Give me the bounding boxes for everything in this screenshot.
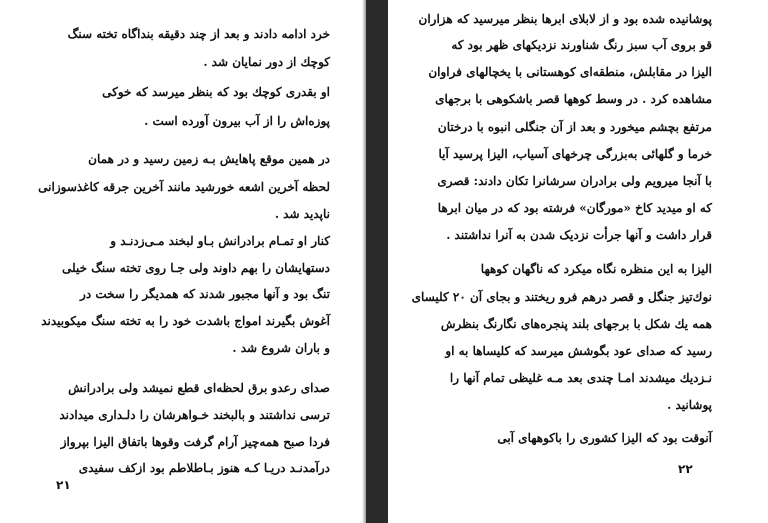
left-text-line: پوزه‌اش را از آب بیرون آورده است . bbox=[144, 114, 330, 128]
right-text-line: که او میدید کاخ «مورگان» فرشته بود که در میان ابرها bbox=[437, 201, 712, 215]
page-number: ۲۱ bbox=[56, 478, 71, 492]
left-text-line: تنگ بود و آنها مجبور شدند که همدیگر را سخت در bbox=[80, 287, 330, 301]
right-text-line: نوك‌تیز جنگل و قصر درهم فرو ریختند و بجای آن ۲۰ کلیسای bbox=[411, 290, 712, 304]
left-text-line: ترسی نداشتند و بالبخند خـواهرشان را دلـداری میدادند bbox=[59, 408, 330, 422]
left-text-line: فردا صبح همه‌چیز آرام گرفت وقوها باتفاق الیزا بپرواز bbox=[60, 435, 330, 449]
left-text-line: و باران شروع شد . bbox=[232, 341, 330, 355]
right-text-line: پوشانیده شده بود و از لابلای ابرها بنظر میرسید که هزاران bbox=[418, 12, 712, 26]
book-spine bbox=[366, 0, 388, 523]
right-text-line: الیزا در مقابلش، منطقه‌ای کوهستانی با یخچالهای فراوان bbox=[428, 65, 712, 79]
right-text-line: پوشانید . bbox=[667, 398, 712, 412]
right-text-line: با آنجا میرویم ولی برادران سرشانرا تکان دادند: قصری bbox=[437, 174, 712, 188]
right-text-line: رسید که صدای عود بگوشش میرسد که کلیساها به او bbox=[445, 344, 712, 358]
left-text-line: درآمدنـد دریـا کـه هنوز بـاطلاطم بود ازکف سفیدی bbox=[78, 461, 330, 475]
left-text-line: دستهایشان را بهم داوند ولی جـا روی تخته سنگ خیلی bbox=[61, 261, 330, 275]
left-text-line: کوچك از دور نمایان شد . bbox=[203, 55, 330, 69]
right-text-line: همه یك شکل با برجهای بلند پنجره‌های نگارنگ بنظرش bbox=[440, 317, 712, 331]
right-page bbox=[388, 0, 768, 523]
left-text-line: کنار او تمـام برادرانش بـاو لبخند مـی‌زدنـد و bbox=[110, 234, 330, 248]
left-page bbox=[0, 0, 366, 523]
page-number: ۲۲ bbox=[678, 462, 693, 476]
right-text-line: آنوقت بود که الیزا کشوری را باکوههای آبی bbox=[497, 431, 712, 445]
right-text-line: نـزدیك میشدند امـا چندی بعد مـه غلیظی تمام آنها را bbox=[449, 371, 712, 385]
right-text-line: قو بروی آب سبز رنگ شناورند نزدیکهای ظهر بود که bbox=[451, 38, 712, 52]
left-text-line: لحظه آخرین اشعه خورشید مانند آخرین جرقه کاغذسوزانی bbox=[38, 180, 330, 194]
right-text-line: مرتفع بچشم میخورد و بعد از آن جنگلی انبوه با درختان bbox=[437, 120, 712, 134]
left-text-line: ناپدید شد . bbox=[274, 207, 330, 221]
right-text-line: الیزا به این منظره نگاه میکرد که ناگهان کوهها bbox=[480, 262, 712, 276]
right-text-line: خرما و گلهائی به‌بزرگی چرخهای آسیاب، الیزا پرسید آیا bbox=[438, 147, 712, 161]
left-text-line: خرد ادامه دادند و بعد از چند دقیقه بنداگاه تخته سنگ bbox=[67, 27, 330, 41]
right-text-line: مشاهده کرد . در وسط کوهها قصر باشکوهی با برجهای bbox=[435, 92, 712, 106]
left-text-line: صدای رعدو برق لحظه‌ای قطع نمیشد ولی برادرانش bbox=[68, 381, 330, 395]
left-text-line: آغوش بگیرند امواج باشدت خود را به تخته سنگ میکوبیدند bbox=[41, 314, 330, 328]
left-text-line: او بقدری کوچك بود که بنظر میرسد که خوکی bbox=[102, 85, 330, 99]
right-text-line: قرار داشت و آنها جرأت نزدیک شدن به آنرا نداشتند . bbox=[446, 228, 712, 242]
left-text-line: در همین موقع پاهایش بـه زمین رسید و در همان bbox=[88, 152, 330, 166]
